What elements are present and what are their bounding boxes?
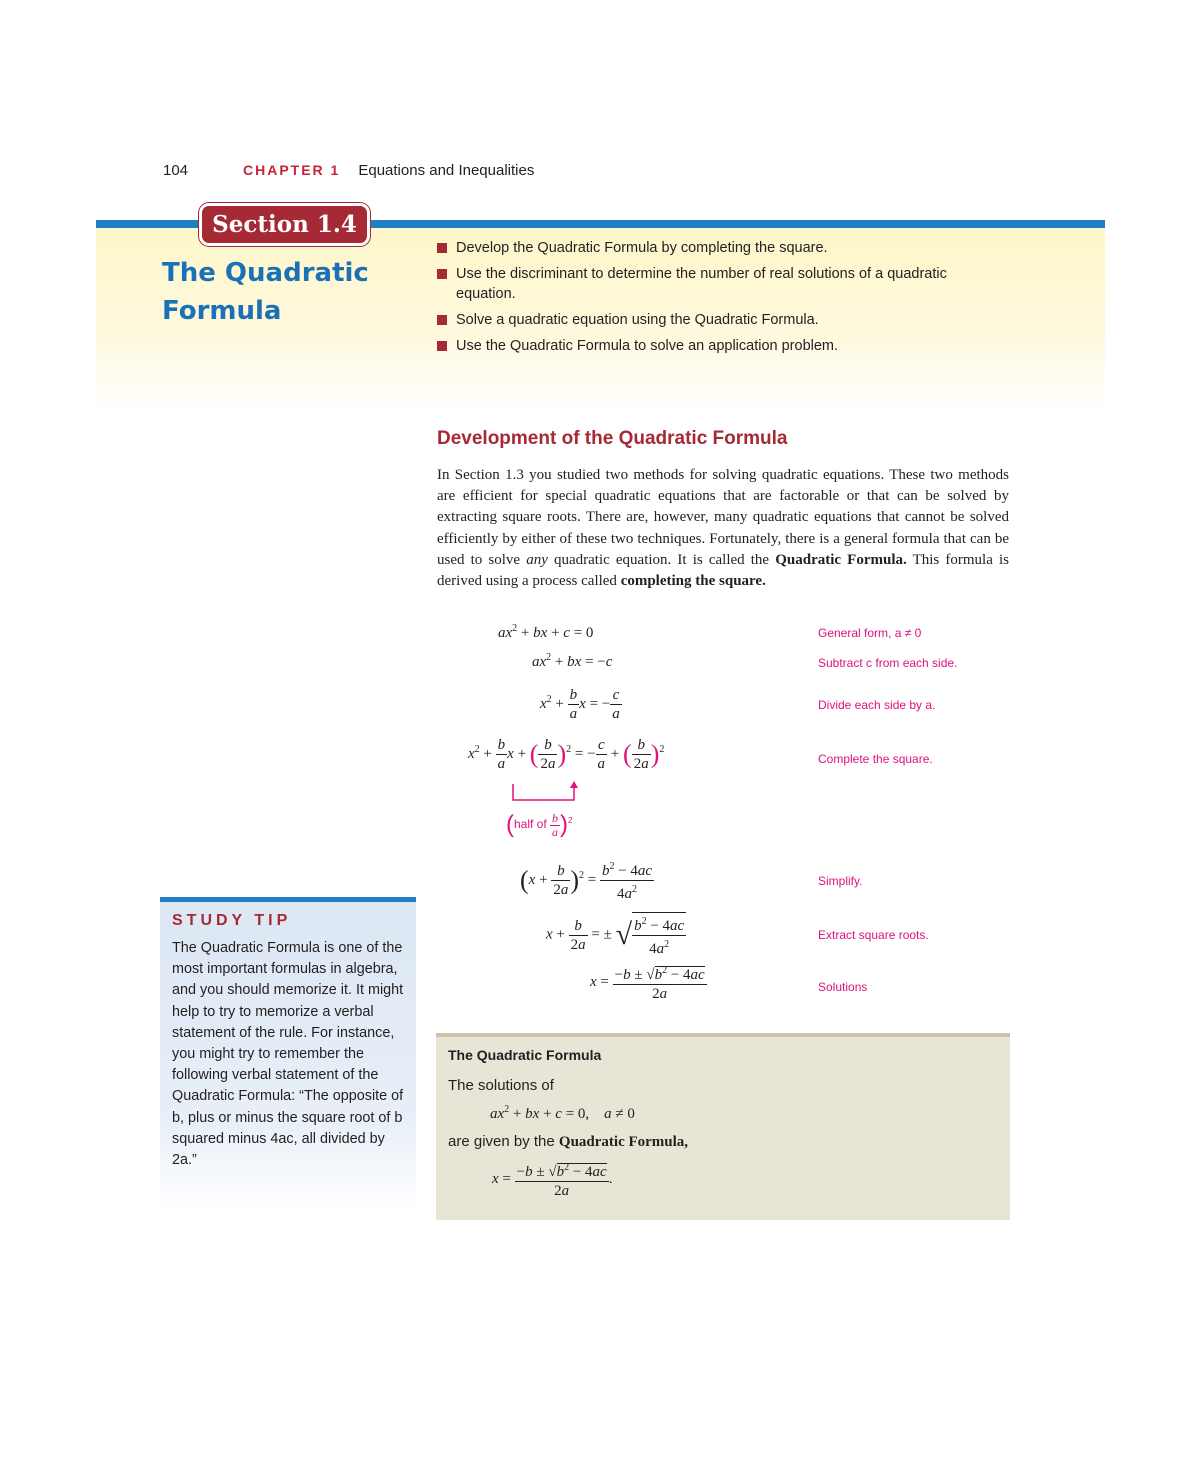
objectives-list [437, 238, 957, 362]
study-tip-title: STUDY TIP [172, 912, 292, 929]
half-of-arrow-icon [505, 780, 585, 804]
intro-paragraph: In Section 1.3 you studied two methods for solving quadratic equations. These two methods are efficient for special quadratic equations that are factorable or that can be solved by extracting square roots. There are, however, many quadratic equations that cannot be solved efficiently by either of these two techniques. Fortunately, there is a general formula that can be used to solve any quadratic equation. It is called the Quadratic Formula. This formula is derived using a process called completing the square. [437, 467, 1009, 590]
objective-item: Use the Quadratic Formula to solve an application problem. [437, 336, 957, 356]
half-of-label: half of [514, 817, 547, 832]
page-number: 104 [163, 161, 189, 179]
equation-step-7: x = $\frac{-b \pm √b^2 - 4ac}{2a}$ [590, 965, 705, 1002]
qf-box-formula: x = $\frac{-b \pm √b^2 - 4ac}{2a}$ . [492, 1162, 613, 1199]
equation-step-5: (x + $\frac{b}{2a}$ )$^2$ = $\frac{b^2 - 4ac}{4a^2}$ [520, 861, 653, 902]
chapter-label: CHAPTER 1 [243, 162, 341, 178]
annotation-step-4: Complete the square. [818, 752, 933, 766]
study-tip-body: The Quadratic Formula is one of the most important formulas in algebra, and you should memorize it. It might help to try to memorize a verbal statement of the rule. For instance, you might try to remember the following verbal statement of the Quadratic Formula: “The opposite of b, plus or minus the square root of b squared minus 4ac, all divided by 2a.” [172, 940, 404, 1169]
square-bullet-icon [437, 341, 447, 351]
half-of-note: (half of $\frac{b}{a}$ )$^2$ [506, 810, 573, 839]
annotation-step-2: Subtract c from each side. [818, 656, 958, 670]
objective-item: Develop the Quadratic Formula by completing the square. [437, 238, 957, 258]
qf-box-line1: The solutions of [448, 1077, 554, 1094]
annotation-step-5: Simplify. [818, 874, 863, 888]
equation-step-1: $ax^2$ + bx + c = 0 [498, 623, 594, 641]
equation-step-4: $x^2$ + $\frac{b}{a}$ x + ( $\frac{b}{2a}$ )$^2$ = − $\frac{c}{a}$ + ( $\frac{b}{2a}$ )$^2$ [468, 737, 665, 772]
equation-step-6: x + $\frac{b}{2a}$ = ± √ $\frac{b^2 - 4ac}{4a^2}$ [546, 912, 686, 958]
quadratic-formula-box [436, 1033, 1010, 1220]
equation-step-2: $ax^2$ + bx = −c [532, 652, 613, 670]
equation-step-3: $x^2$ + $\frac{b}{a}$ x = − $\frac{c}{a}$ [540, 687, 620, 722]
qf-box-title: The Quadratic Formula [448, 1047, 602, 1063]
annotation-step-1: General form, a ≠ 0 [818, 626, 922, 640]
qf-box-equation: $ax^2$ + bx + c = 0, a ≠ 0 [490, 1104, 635, 1122]
annotation-step-3: Divide each side by a. [818, 698, 936, 712]
objective-item: Solve a quadratic equation using the Quadratic Formula. [437, 310, 957, 330]
development-heading: Development of the Quadratic Formula [437, 428, 788, 449]
square-bullet-icon [437, 269, 447, 279]
running-head [163, 158, 534, 182]
objective-item: Use the discriminant to determine the number of real solutions of a quadratic equation. [437, 264, 957, 304]
annotation-step-6: Extract square roots. [818, 928, 929, 942]
section-title: The Quadratic Formula [162, 258, 369, 326]
square-bullet-icon [437, 243, 447, 253]
square-bullet-icon [437, 315, 447, 325]
annotation-step-7: Solutions [818, 980, 868, 994]
qf-box-line3: are given by the Quadratic Formula, [448, 1133, 689, 1150]
study-tip-box [160, 897, 416, 1212]
section-badge: Section 1.4 [199, 203, 370, 246]
chapter-title: Equations and Inequalities [358, 161, 535, 179]
